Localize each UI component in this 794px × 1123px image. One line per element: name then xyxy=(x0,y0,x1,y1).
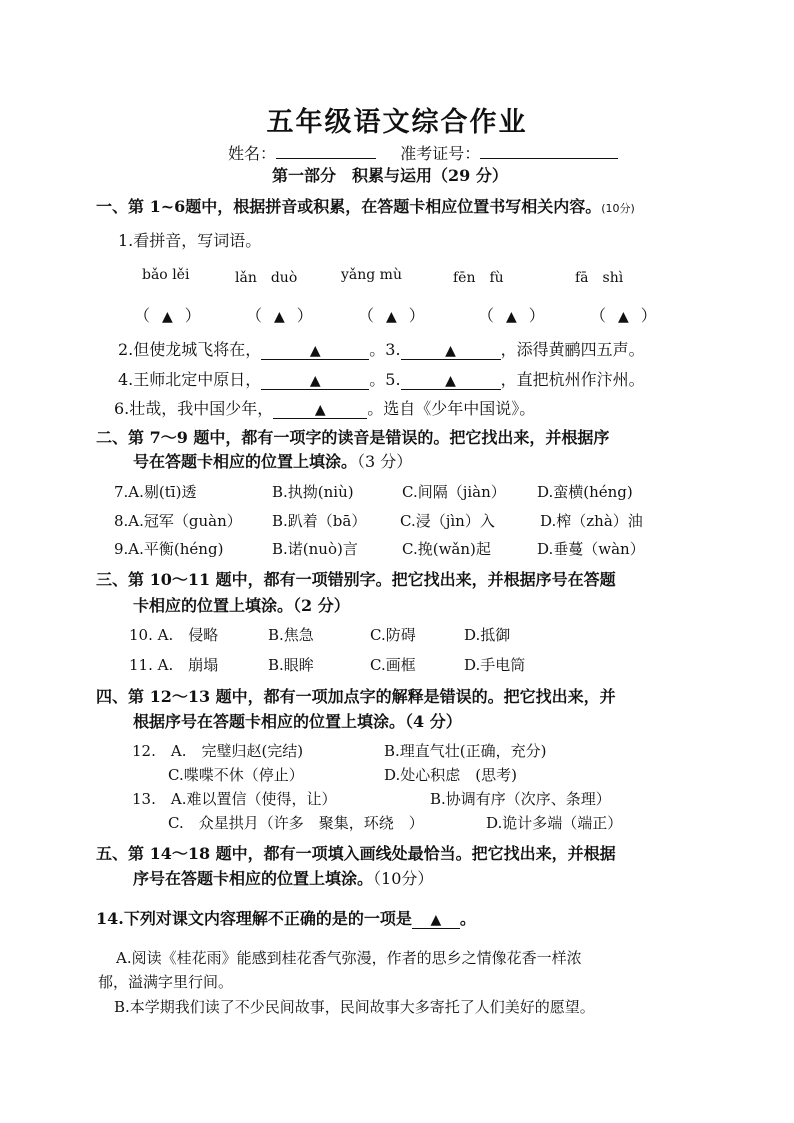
q13-option-a: 13. A.难以置信（使得，让） xyxy=(132,790,337,808)
q12-option-b: B.理直气壮(正确，充分) xyxy=(384,742,547,760)
paren-open: （ xyxy=(478,306,495,325)
section1-heading-text: 一、第 1~6题中，根据拼音或积累，在答题卡相应位置书写相关内容。 xyxy=(96,197,602,216)
paren-close: ） xyxy=(408,306,425,325)
paren-open: （ xyxy=(590,306,607,325)
section5-points: （10分） xyxy=(373,869,434,888)
q4-blank[interactable] xyxy=(261,371,369,390)
section1-points: (10分) xyxy=(601,202,635,215)
answer-marker: ▲ xyxy=(445,343,456,359)
name-label: 姓名： xyxy=(228,144,277,163)
q8-option-b: B.趴着（bā） xyxy=(272,512,367,530)
section2-heading-line1: 二、第 7～9 题中，都有一项字的读音是错误的。把它找出来，并根据序 xyxy=(96,428,610,447)
q5-blank[interactable] xyxy=(401,371,501,390)
name-line xyxy=(228,140,618,164)
section3-heading-line1: 三、第 10～11 题中，都有一项错别字。把它找出来，并根据序号在答题 xyxy=(96,570,616,589)
name-field[interactable] xyxy=(276,140,376,159)
q13-option-c: C. 众星拱月（许多 聚集，环绕 ） xyxy=(168,814,424,832)
q5-suffix: ，直把杭州作汴州。 xyxy=(500,370,645,389)
id-field[interactable] xyxy=(480,140,618,159)
q9-option-c: C.挽(wǎn)起 xyxy=(402,540,491,558)
q4-q5-line xyxy=(118,367,645,390)
pinyin-5: fā shì xyxy=(575,270,624,286)
answer-marker: ▲ xyxy=(618,309,629,325)
answer-slot-4[interactable] xyxy=(478,303,545,326)
q8-option-a: 8.A.冠军（guàn） xyxy=(114,512,242,530)
paren-close: ） xyxy=(528,306,545,325)
q8-option-c: C.浸（jìn）入 xyxy=(400,512,495,530)
q9-option-d: D.垂蔓（wàn） xyxy=(537,540,645,558)
q6-line xyxy=(114,396,535,419)
q6-suffix: 。选自《少年中国说》。 xyxy=(367,399,536,418)
q8-option-d: D.榨（zhà）油 xyxy=(540,512,643,530)
pinyin-1: bǎo lěi xyxy=(142,267,190,283)
answer-slot-3[interactable] xyxy=(358,303,425,326)
q14-suffix: 。 xyxy=(459,909,476,928)
q7-option-c: C.间隔（jiàn） xyxy=(402,483,506,501)
answer-marker: ▲ xyxy=(430,912,442,928)
q2-prefix: 2.但使龙城飞将在， xyxy=(118,340,262,359)
id-label: 准考证号： xyxy=(400,144,481,163)
q13-option-d: D.诡计多端（端正） xyxy=(486,814,623,832)
section3-heading-line2: 卡相应的位置上填涂。（2 分） xyxy=(133,596,350,615)
q2-q3-line xyxy=(118,337,645,360)
q10-option-d: D.抵御 xyxy=(464,626,511,644)
section4-heading-line2: 根据序号在答题卡相应的位置上填涂。（4 分） xyxy=(133,712,462,731)
q4-suffix: 。 xyxy=(369,370,386,389)
q12-option-c: C.喋喋不休（停止） xyxy=(168,766,304,784)
section4-heading-line1: 四、第 12～13 题中，都有一项加点字的解释是错误的。把它找出来，并 xyxy=(96,687,616,706)
section5-heading-line1: 五、第 14～18 题中，都有一项填入画线处最恰当。把它找出来，并根据 xyxy=(96,844,616,863)
section1-heading xyxy=(96,194,635,217)
answer-slot-1[interactable] xyxy=(134,303,201,326)
answer-marker: ▲ xyxy=(274,309,285,325)
q6-prefix: 6.壮哉，我中国少年， xyxy=(114,399,274,418)
paren-open: （ xyxy=(358,306,375,325)
q3-prefix: 3. xyxy=(385,340,401,359)
q12-option-d: D.处心积虑 (思考) xyxy=(384,766,517,784)
q2-suffix: 。 xyxy=(369,340,386,359)
pinyin-3: yǎng mù xyxy=(341,267,402,283)
q12-option-a: 12. A. 完璧归赵(完结) xyxy=(132,742,304,760)
answer-slot-5[interactable] xyxy=(590,303,657,326)
q2-blank[interactable] xyxy=(261,341,369,360)
q1-label: 1.看拼音，写词语。 xyxy=(118,231,262,250)
answer-marker: ▲ xyxy=(162,309,173,325)
paren-open: （ xyxy=(134,306,151,325)
answer-marker: ▲ xyxy=(309,343,321,359)
paren-close: ） xyxy=(640,306,657,325)
section5-heading-line2: 序号在答题卡相应的位置上填涂。 xyxy=(133,869,374,888)
q14-line xyxy=(96,906,476,929)
q11-option-d: D.手电筒 xyxy=(464,656,526,674)
q9-option-a: 9.A.平衡(héng) xyxy=(114,540,224,558)
q11-option-b: B.眼眸 xyxy=(268,656,314,674)
q10-option-b: B.焦急 xyxy=(268,626,314,644)
answer-marker: ▲ xyxy=(386,309,397,325)
q14-prefix: 14.下列对课文内容理解不正确的是的一项是 xyxy=(96,909,412,928)
q7-option-b: B.执拗(niù) xyxy=(272,483,354,501)
q9-option-b: B.诺(nuò)言 xyxy=(272,540,358,558)
q13-option-b: B.协调有序（次序、条理） xyxy=(430,790,611,808)
paren-close: ） xyxy=(296,306,313,325)
paren-open: （ xyxy=(246,306,263,325)
q7-option-a: 7.A.剔(tī)透 xyxy=(114,483,197,501)
q11-option-c: C.画框 xyxy=(370,656,416,674)
q14-option-a-line2: 郁，溢满字里行间。 xyxy=(98,973,234,991)
q10-option-c: C.防碍 xyxy=(370,626,416,644)
q5-prefix: 5. xyxy=(385,370,401,389)
answer-marker: ▲ xyxy=(314,402,326,418)
q6-blank[interactable] xyxy=(273,400,367,419)
q14-option-a-line1: A.阅读《桂花雨》能感到桂花香气弥漫，作者的思乡之情像花香一样浓 xyxy=(116,949,582,967)
section2-heading-line2-wrap xyxy=(133,449,412,472)
pinyin-2: lǎn duò xyxy=(235,270,298,286)
q3-suffix: ，添得黄鹂四五声。 xyxy=(500,340,645,359)
answer-marker: ▲ xyxy=(309,373,321,389)
q7-option-d: D.蛮横(héng) xyxy=(537,483,633,501)
q3-blank[interactable] xyxy=(401,341,501,360)
paren-close: ） xyxy=(184,306,201,325)
part-title: 第一部分 积累与运用（29 分） xyxy=(272,166,508,185)
q4-prefix: 4.王师北定中原日， xyxy=(118,370,262,389)
section2-heading-line2: 号在答题卡相应的位置上填涂。 xyxy=(133,452,358,471)
q11-option-a: 11. A. 崩塌 xyxy=(129,656,219,674)
section2-points: （3 分） xyxy=(357,452,413,471)
q14-blank[interactable] xyxy=(412,910,460,929)
answer-marker: ▲ xyxy=(445,373,456,389)
answer-marker: ▲ xyxy=(506,309,517,325)
answer-slot-2[interactable] xyxy=(246,303,313,326)
section5-heading-line2-wrap xyxy=(133,866,433,889)
pinyin-4: fēn fù xyxy=(453,270,504,286)
q14-option-b: B.本学期我们读了不少民间故事，民间故事大多寄托了人们美好的愿望。 xyxy=(114,998,595,1016)
q10-option-a: 10. A. 侵略 xyxy=(129,626,219,644)
document-title: 五年级语文综合作业 xyxy=(266,107,528,138)
